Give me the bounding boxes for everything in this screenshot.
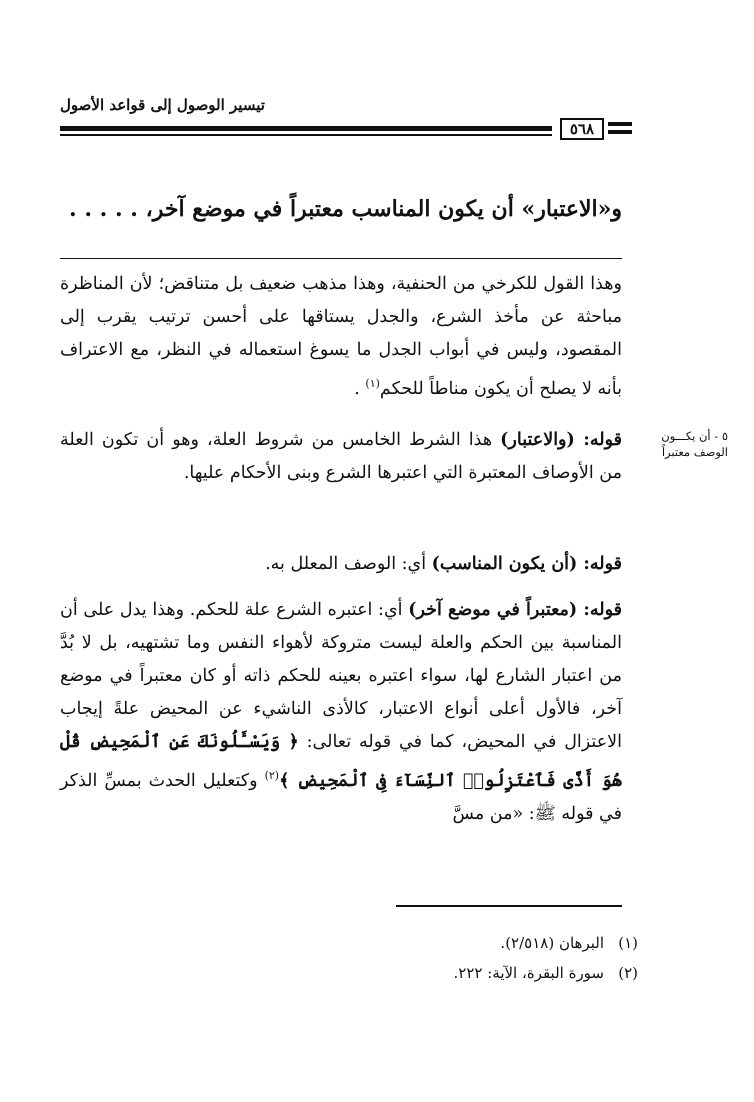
paragraph-4-text-2: وكتعليل الحدث بمسِّ الذكر في قوله ﷺ: «من مسَّ: [60, 770, 622, 824]
paragraph-3-text: أي: الوصف المعلل به.: [265, 554, 432, 574]
paragraph-4-lead: قوله: (معتبراً في موضع آخر): [408, 600, 623, 620]
header-rule-thick: [60, 126, 552, 131]
footnote-divider: [396, 905, 622, 907]
running-title: تيسير الوصول إلى قواعد الأصول: [60, 96, 265, 114]
header-ornament-top: [608, 122, 632, 126]
footnote-number: (٢): [618, 964, 638, 982]
paragraph-1: [60, 268, 622, 406]
header-rule-thin: [60, 134, 552, 136]
paragraph-2-lead: قوله: (والاعتبار): [500, 430, 622, 450]
footnote-text: سورة البقرة، الآية: ٢٢٢.: [453, 964, 604, 982]
footnote-item: [300, 928, 638, 958]
paragraph-3: [60, 548, 622, 581]
footnote-item: [300, 958, 638, 988]
footnote-ref-1: (١): [365, 377, 380, 390]
footnote-text: البرهان (٢/٥١٨).: [500, 934, 604, 952]
paragraph-2-text: هذا الشرط الخامس من شروط العلة، وهو أن تكون العلة من الأوصاف المعتبرة التي اعتبرها الشرع وبنى الأحكام عليها.: [60, 430, 622, 483]
paragraph-1-end: .: [354, 378, 366, 399]
matn-text: و«الاعتبار» أن يكون المناسب معتبراً في موضع آخر، . . . . .: [69, 196, 622, 222]
matn-divider: [60, 258, 622, 259]
quran-verse: ﴿ وَيَسْـَٔلُونَكَ عَنِ ٱلْمَحِيضِ قُلْ هُوَ أَذًى فَٱعْتَزِلُوا۟ ٱلنِّسَآءَ فِى ٱلْمَحِيضِ ﴾: [60, 732, 623, 791]
paragraph-2: [60, 424, 622, 490]
paragraph-3-lead: قوله: (أن يكون المناسب): [431, 554, 622, 574]
footnotes: [300, 928, 638, 988]
paragraph-1-text: وهذا القول للكرخي من الحنفية، وهذا مذهب ضعيف بل متناقض؛ لأن المناظرة مباحثة عن مأخذ الشرع، والجدل يستاقها على أحسن ترتيب يقرب إلى المقصود، وليس في أبواب الجدل ما يسوغ استعماله في النظر، مع الاعتراف بأنه لا يصلح أن يكون مناطاً للحكم: [60, 274, 622, 399]
margin-note: ٥ - أن يكـــون الوصف معتبراً: [661, 429, 728, 459]
paragraph-4-text-1: أي: اعتبره الشرع علة للحكم. وهذا يدل على أن المناسبة بين الحكم والعلة ليست متروكة لأهواء النفس وما تشتهيه، بل لا بُدَّ من اعتبار الشارع لها، سواء اعتبره بعينه للحكم ذاته أو كان معتبراً في موضع آخر، فالأول أعلى أنواع الاعتبار، كالأذى الناشيء عن المحيض علةً إيجاب الاعتزال في المحيض، كما في قوله تعالى:: [60, 600, 622, 752]
footnote-number: (١): [618, 934, 638, 952]
page-number: ٥٦٨: [560, 118, 604, 140]
footnote-ref-2: (٢): [264, 769, 280, 782]
header-ornament-bottom: [608, 130, 632, 134]
paragraph-4: [60, 594, 622, 831]
